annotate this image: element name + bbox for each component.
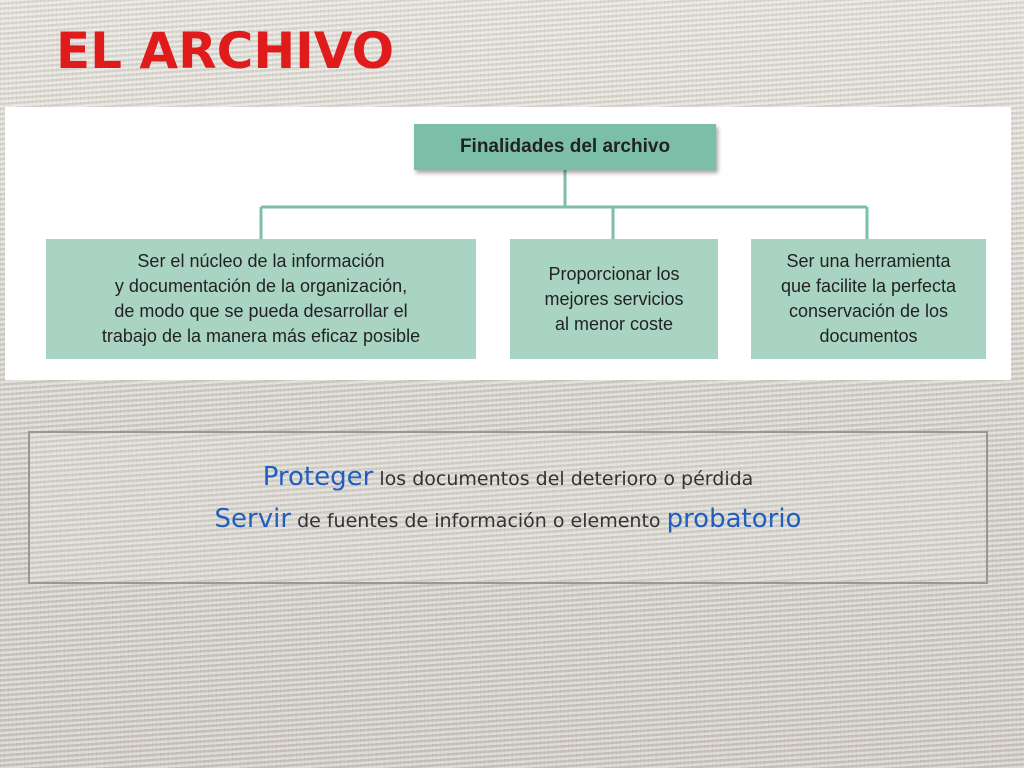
slide-title: EL ARCHIVO — [56, 22, 395, 80]
node-herramienta-conservacion: Ser una herramienta que facilite la perfecta conservación de los documentos — [751, 239, 986, 359]
purpose-text-servir: de fuentes de información o elemento — [291, 510, 667, 532]
node-mejores-servicios: Proporcionar los mejores servicios al menor coste — [510, 239, 718, 359]
purpose-keyword-proteger: Proteger — [262, 462, 374, 492]
purpose-line-proteger — [263, 457, 754, 499]
purpose-text-proteger: los documentos del deterioro o pérdida — [373, 468, 754, 490]
org-chart-panel — [5, 107, 1011, 380]
node-finalidades-del-archivo: Finalidades del archivo — [414, 124, 716, 170]
purpose-line-servir — [215, 499, 802, 541]
purpose-keyword-probatorio: probatorio — [666, 504, 802, 534]
node-nucleo-informacion: Ser el núcleo de la información y documentación de la organización, de modo que se pueda desarrollar el trabajo de la manera más eficaz posible — [46, 239, 476, 359]
purpose-keyword-servir: Servir — [214, 504, 292, 534]
purposes-box — [28, 431, 988, 584]
